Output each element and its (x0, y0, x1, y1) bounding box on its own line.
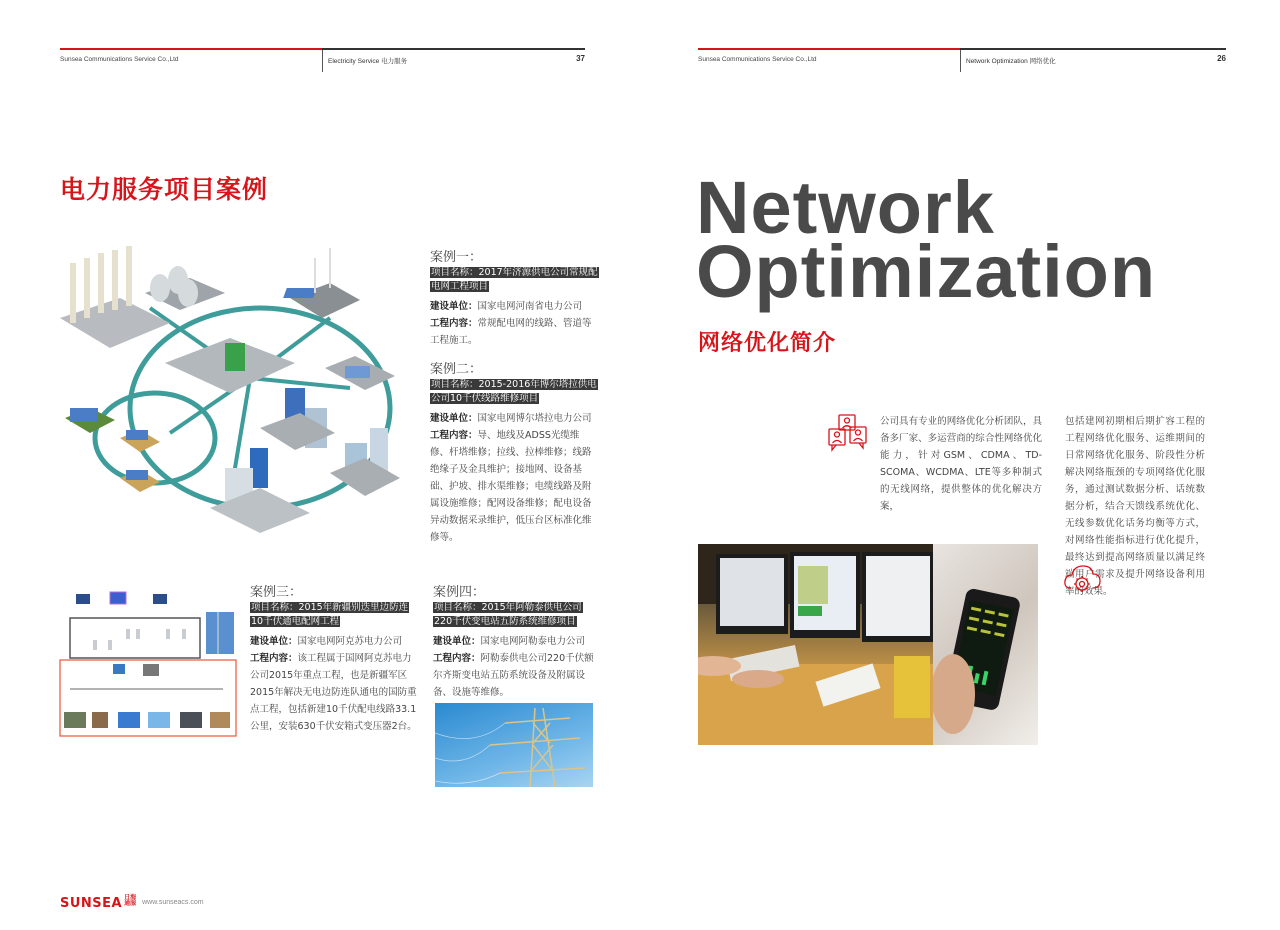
unit-value: 国家电网阿勒泰电力公司 (480, 636, 586, 647)
unit-label: 建设单位： (430, 413, 478, 424)
case-3 (250, 585, 418, 735)
case-heading: 案例二： (430, 362, 483, 377)
header-section: Electricity Service 电力服务 (328, 58, 408, 65)
header-dark-rule (960, 48, 1226, 50)
page-number: 37 (576, 54, 585, 63)
content-value: 导、地线及ADSS光缆维修、杆塔维修；拉线、拉棒维修；线路绝缘子及金具维护；接地网、设备基础、护坡、排水渠维修；电缆线路及附属设施维修；配网设备维修；配电设备异动数据采录维护，低压台区标准化维修等。 (430, 430, 592, 543)
content-value: 该工程属于国网阿克苏电力公司2015年重点工程，也是新疆军区2015年解决无电边防连队通电的国防重点工程，包括新建10千伏配电线路33.1公里，安装630千伏安箱式变压器2台。 (250, 653, 417, 732)
unit-label: 建设单位： (250, 636, 298, 647)
header-divider (322, 50, 323, 72)
content-value: 常规配电网的线路、管道等工程施工。 (430, 318, 592, 346)
header-company: Sunsea Communications Service Co.,Ltd (698, 56, 817, 63)
header-red-rule (698, 48, 960, 50)
content-label: 工程内容： (250, 653, 298, 664)
transmission-tower-photo (435, 703, 593, 787)
distribution-network-diagram (58, 584, 238, 738)
header-red-rule (60, 48, 322, 50)
project-name: 项目名称：2017年济源供电公司常规配电网工程项目 (431, 267, 598, 292)
project-name: 项目名称：2015年新疆别迭里边防连10千伏通电配网工程 (251, 602, 409, 627)
cloud-gear-icon (1062, 560, 1102, 596)
header-divider (960, 50, 961, 72)
unit-value: 国家电网河南省电力公司 (477, 301, 583, 312)
page-header (60, 48, 585, 72)
case-4 (433, 585, 595, 701)
people-chat-icon (826, 413, 870, 455)
unit-label: 建设单位： (430, 301, 478, 312)
case-heading: 案例三： (250, 585, 303, 600)
website-link[interactable]: www.sunseacs.com (142, 899, 204, 906)
brand-logo-cn: 日海通服 (124, 894, 137, 907)
content-label: 工程内容： (433, 653, 481, 664)
case-1 (430, 250, 598, 349)
page-title (696, 166, 1157, 313)
unit-label: 建设单位： (433, 636, 481, 647)
case-heading: 案例四： (433, 585, 486, 600)
title-line-1: Network (696, 166, 995, 249)
unit-value: 国家电网博尔塔拉电力公司 (477, 413, 592, 424)
header-section: Network Optimization 网络优化 (966, 58, 1056, 65)
case-2 (430, 362, 598, 546)
case-heading: 案例一： (430, 250, 483, 265)
intro-paragraph-1: 公司具有专业的网络优化分析团队，具备多厂家、多运营商的综合性网络优化能力，针对GSM、CDMA、TD-SCOMA、WCDMA、LTE等多种制式的无线网络，提供整体的优化解决方案， (880, 416, 1042, 512)
content-value: 阿勒泰供电公司220千伏额尔齐斯变电站五防系统设备及附属设备、设施等维修。 (433, 653, 594, 698)
project-name: 项目名称：2015-2016年博尔塔拉供电公司10千伏线路维修项目 (431, 379, 597, 404)
header-dark-rule (322, 48, 585, 50)
monitoring-workstation-photo (698, 544, 933, 745)
page-number: 26 (1217, 54, 1226, 63)
footer-logo (60, 892, 204, 911)
title-line-2: Optimization (696, 230, 1157, 313)
smartphone-test-photo (933, 544, 1038, 745)
content-label: 工程内容： (430, 318, 478, 329)
project-name: 项目名称：2015年阿勒泰供电公司220千伏变电站五防系统维修项目 (434, 602, 582, 627)
content-label: 工程内容： (430, 430, 478, 441)
page-subtitle: 网络优化简介 (698, 331, 837, 356)
page-header (698, 48, 1226, 72)
smart-grid-illustration (60, 238, 410, 538)
intro-paragraph-2: 包括建网初期相后期扩容工程的工程网络优化服务、运维期间的日常网络优化服务、阶段性分析解决网络瓶颈的专项网络优化服务，通过测试数据分析、话统数据分析，结合天馈线系统优化、无线参数优化话务均衡等方式，对网络性能指标进行优化提升，最终达到提高网络质量以满足终端用户需求及提升网络设备利用率的效果。 (1065, 416, 1205, 597)
page-title: 电力服务项目案例 (60, 175, 269, 204)
brand-logo: SUNSEA (60, 896, 123, 911)
header-company: Sunsea Communications Service Co.,Ltd (60, 56, 179, 63)
unit-value: 国家电网阿克苏电力公司 (297, 636, 403, 647)
